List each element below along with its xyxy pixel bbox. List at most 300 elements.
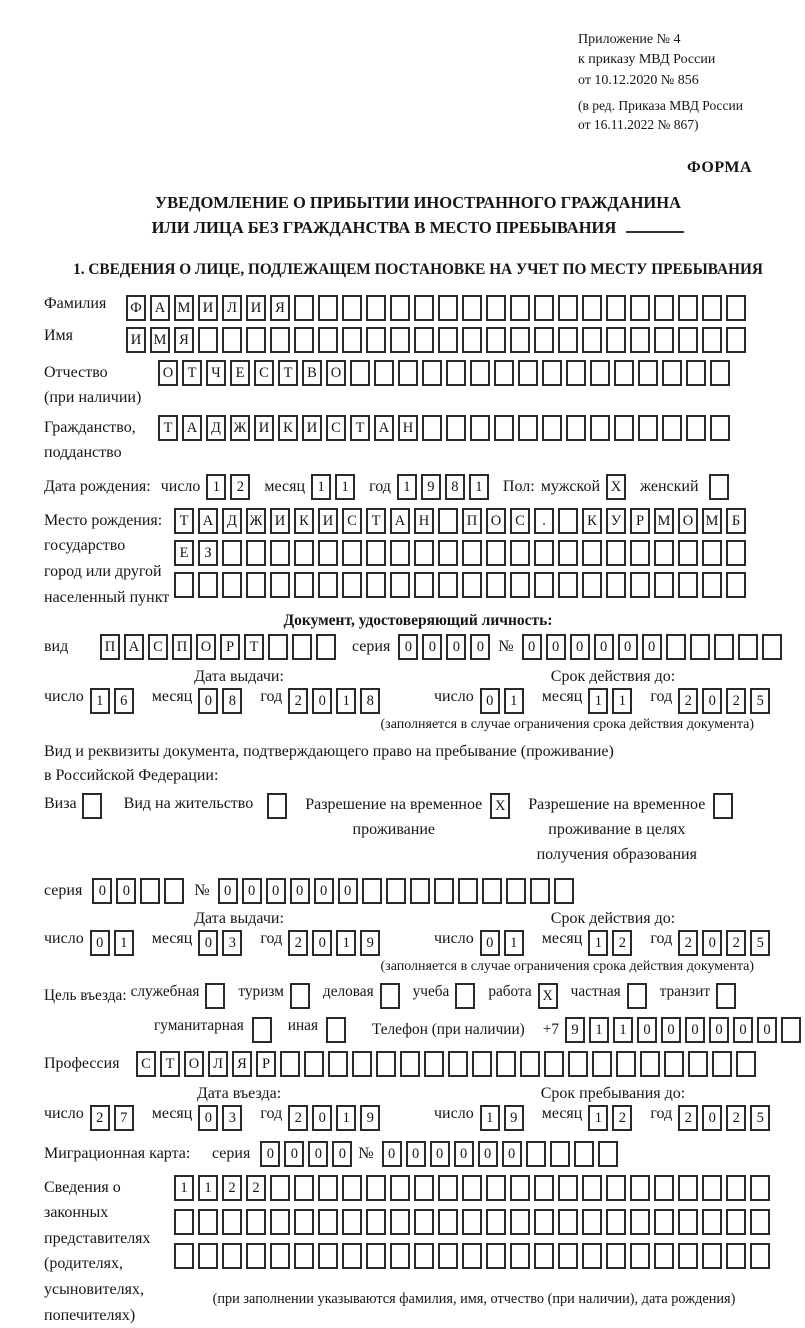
char-cell xyxy=(390,1175,410,1201)
month-label: месяц xyxy=(541,688,583,706)
char-cell xyxy=(762,634,782,660)
surname-cells[interactable] xyxy=(126,295,750,321)
char-cell xyxy=(294,540,314,566)
char-cell: П xyxy=(172,634,192,660)
char-cell: 0 xyxy=(642,634,662,660)
purpose-option xyxy=(288,1017,350,1043)
purpose-option xyxy=(323,983,404,1009)
day-label: число xyxy=(160,477,201,495)
residence-issue-heading: Дата выдачи: xyxy=(194,909,284,927)
char-cell xyxy=(630,540,650,566)
char-cell xyxy=(342,327,362,353)
char-cell xyxy=(482,878,502,904)
profession-cells[interactable] xyxy=(136,1051,760,1077)
char-cell: Я xyxy=(232,1051,252,1077)
char-cell xyxy=(362,878,382,904)
identity-series-cells[interactable] xyxy=(398,634,494,660)
purpose-humanitarian-checkbox[interactable] xyxy=(252,1017,276,1034)
year-label: год xyxy=(369,477,391,495)
citizenship-label xyxy=(44,415,158,466)
residence-issue-year[interactable] xyxy=(288,930,384,951)
representatives-label-line: представителях xyxy=(44,1229,151,1247)
char-cell: 9 xyxy=(421,474,441,500)
char-cell xyxy=(414,540,434,566)
migration-series-cells[interactable] xyxy=(260,1141,356,1167)
identity-issue-heading: Дата выдачи: xyxy=(194,668,284,686)
representatives-row-2[interactable] xyxy=(174,1209,774,1235)
char-cell: X xyxy=(538,983,558,1009)
char-cell: 0 xyxy=(422,634,442,660)
char-cell: 0 xyxy=(522,634,542,660)
entry-month[interactable] xyxy=(198,1105,246,1126)
char-cell xyxy=(638,360,658,386)
char-cell xyxy=(566,415,586,441)
char-cell xyxy=(726,1175,746,1201)
char-cell: 0 xyxy=(618,634,638,660)
char-cell xyxy=(614,360,634,386)
birth-place-row-1[interactable] xyxy=(174,508,750,534)
char-cell xyxy=(582,540,602,566)
char-cell xyxy=(494,415,514,441)
appendix-note xyxy=(578,30,792,135)
temp-permit-checkbox[interactable] xyxy=(490,793,514,819)
purpose-option-label: гуманитарная xyxy=(154,1016,244,1034)
char-cell: 2 xyxy=(678,930,698,956)
char-cell xyxy=(294,1209,314,1235)
char-cell xyxy=(318,295,338,321)
char-cell xyxy=(518,360,538,386)
char-cell xyxy=(318,1175,338,1201)
identity-issue-year[interactable] xyxy=(288,688,384,710)
char-cell xyxy=(470,360,490,386)
given-name-cells[interactable] xyxy=(126,327,750,353)
char-cell: О xyxy=(184,1051,204,1077)
char-cell xyxy=(222,1209,242,1235)
birth-place-label xyxy=(44,508,174,610)
char-cell xyxy=(292,634,312,660)
birth-year-cells[interactable] xyxy=(397,474,493,500)
char-cell: 2 xyxy=(246,1175,266,1201)
char-cell: 0 xyxy=(314,878,334,904)
char-cell: 5 xyxy=(750,1105,770,1131)
char-cell xyxy=(267,793,287,819)
char-cell xyxy=(366,572,386,598)
char-cell xyxy=(455,983,475,1009)
char-cell xyxy=(198,1209,218,1235)
birth-place-label-line: государство xyxy=(44,537,126,555)
edition-line: от 16.11.2022 № 867) xyxy=(578,117,699,133)
purpose-option xyxy=(660,983,740,1009)
char-cell xyxy=(710,415,730,441)
char-cell xyxy=(709,474,729,500)
char-cell xyxy=(174,572,194,598)
char-cell: 1 xyxy=(336,930,356,956)
visa-checkbox[interactable] xyxy=(82,793,106,819)
day-label: число xyxy=(434,1104,474,1122)
patronymic-label-line: (при наличии) xyxy=(44,389,142,407)
representatives-note: (при заполнении указываются фамилия, имя, отчество (при наличии), дата рождения) xyxy=(212,1290,736,1307)
identity-issue-day[interactable] xyxy=(90,688,138,710)
char-cell: 2 xyxy=(726,1105,746,1131)
birth-place-label-line: населенный пункт xyxy=(44,588,170,606)
char-cell xyxy=(280,1051,300,1077)
char-cell xyxy=(290,983,310,1009)
migration-number-label: № xyxy=(358,1144,374,1162)
residence-permit-checkbox[interactable] xyxy=(267,793,291,819)
char-cell xyxy=(462,1243,482,1269)
char-cell xyxy=(710,360,730,386)
char-cell: О xyxy=(158,360,178,386)
temp-permit-label-line: Разрешение на временное xyxy=(305,796,483,814)
char-cell xyxy=(398,360,418,386)
char-cell: 0 xyxy=(266,878,286,904)
char-cell xyxy=(566,360,586,386)
sex-male-checkbox[interactable] xyxy=(606,474,630,500)
char-cell xyxy=(542,360,562,386)
char-cell: Т xyxy=(244,634,264,660)
edu-permit-label-line: проживание в целях xyxy=(548,821,686,839)
char-cell xyxy=(446,415,466,441)
char-cell: 1 xyxy=(588,930,608,956)
char-cell xyxy=(438,295,458,321)
char-cell xyxy=(654,295,674,321)
char-cell: 2 xyxy=(288,1105,308,1131)
char-cell xyxy=(82,793,102,819)
title-blank-line xyxy=(626,217,684,233)
char-cell: 3 xyxy=(222,930,242,956)
char-cell: 2 xyxy=(90,1105,110,1131)
char-cell xyxy=(270,1175,290,1201)
residence-doc-intro-2: в Российской Федерации: xyxy=(44,767,219,785)
citizenship-cells[interactable] xyxy=(158,415,734,441)
char-cell: О xyxy=(486,508,506,534)
char-cell: Т xyxy=(182,360,202,386)
char-cell: Б xyxy=(726,508,746,534)
sex-female-checkbox[interactable] xyxy=(709,474,733,500)
char-cell xyxy=(582,295,602,321)
residence-expiry-year[interactable] xyxy=(678,930,774,951)
char-cell xyxy=(716,983,736,1009)
edition-line: (в ред. Приказа МВД России xyxy=(578,97,743,113)
char-cell xyxy=(582,1175,602,1201)
char-cell xyxy=(598,1141,618,1167)
identity-expiry-day[interactable] xyxy=(480,688,528,710)
char-cell: Т xyxy=(366,508,386,534)
residence-issue-day[interactable] xyxy=(90,930,138,951)
char-cell xyxy=(662,415,682,441)
char-cell: 0 xyxy=(637,1017,657,1043)
stay-day[interactable] xyxy=(480,1105,528,1126)
char-cell: С xyxy=(254,360,274,386)
purpose-official-checkbox[interactable] xyxy=(205,983,229,1000)
char-cell xyxy=(702,1243,722,1269)
birth-place-row-3[interactable] xyxy=(174,572,750,598)
entry-date-heading: Дата въезда: xyxy=(196,1084,282,1102)
birth-month-cells[interactable] xyxy=(311,474,359,500)
char-cell: Я xyxy=(270,295,290,321)
birth-date-label: Дата рождения: xyxy=(44,477,151,495)
representatives-row-1[interactable] xyxy=(174,1175,774,1201)
char-cell: 0 xyxy=(198,930,218,956)
edu-permit-checkbox[interactable] xyxy=(713,793,737,819)
patronymic-cells[interactable] xyxy=(158,360,734,386)
purpose-private-checkbox[interactable] xyxy=(627,983,651,1000)
stay-year[interactable] xyxy=(678,1105,774,1126)
identity-expiry-year[interactable] xyxy=(678,688,774,710)
char-cell: С xyxy=(326,415,346,441)
char-cell xyxy=(654,1209,674,1235)
char-cell xyxy=(472,1051,492,1077)
char-cell: 9 xyxy=(565,1017,585,1043)
char-cell xyxy=(328,1051,348,1077)
char-cell xyxy=(352,1051,372,1077)
representatives-label-line: усыновителях, xyxy=(44,1281,144,1299)
residence-expiry-month[interactable] xyxy=(588,930,636,951)
char-cell xyxy=(486,1243,506,1269)
char-cell: А xyxy=(390,508,410,534)
char-cell xyxy=(366,295,386,321)
char-cell xyxy=(726,540,746,566)
residence-series-cells[interactable] xyxy=(92,878,188,904)
char-cell: 1 xyxy=(90,688,110,714)
char-cell xyxy=(534,540,554,566)
purpose-option-label: транзит xyxy=(659,982,711,1000)
char-cell: И xyxy=(198,295,218,321)
sex-label: Пол: xyxy=(502,477,535,495)
citizenship-label-line: Гражданство, xyxy=(44,418,136,436)
char-cell: С xyxy=(342,508,362,534)
char-cell: И xyxy=(270,508,290,534)
purpose-option xyxy=(571,983,651,1009)
char-cell xyxy=(222,572,242,598)
char-cell: 0 xyxy=(570,634,590,660)
char-cell xyxy=(390,1209,410,1235)
purpose-option-label: частная xyxy=(570,982,621,1000)
char-cell xyxy=(494,360,514,386)
purpose-business-checkbox[interactable] xyxy=(380,983,404,1000)
char-cell: А xyxy=(182,415,202,441)
char-cell xyxy=(294,1175,314,1201)
char-cell xyxy=(390,572,410,598)
char-cell xyxy=(506,878,526,904)
char-cell xyxy=(462,572,482,598)
char-cell: О xyxy=(326,360,346,386)
identity-number-cells[interactable] xyxy=(522,634,786,660)
char-cell xyxy=(590,360,610,386)
char-cell: X xyxy=(606,474,626,500)
month-label: месяц xyxy=(264,477,306,495)
char-cell xyxy=(520,1051,540,1077)
char-cell: 0 xyxy=(470,634,490,660)
char-cell: 1 xyxy=(336,1105,356,1131)
char-cell: С xyxy=(148,634,168,660)
char-cell xyxy=(630,327,650,353)
char-cell: С xyxy=(136,1051,156,1077)
char-cell xyxy=(414,1243,434,1269)
char-cell xyxy=(268,634,288,660)
char-cell: 2 xyxy=(288,688,308,714)
char-cell xyxy=(366,327,386,353)
entry-day[interactable] xyxy=(90,1105,138,1126)
sex-male-label: мужской xyxy=(540,477,601,495)
phone-cells[interactable] xyxy=(565,1017,805,1043)
char-cell xyxy=(246,1209,266,1235)
char-cell: М xyxy=(654,508,674,534)
char-cell xyxy=(534,1175,554,1201)
representatives-row-3[interactable] xyxy=(174,1243,774,1269)
char-cell: О xyxy=(196,634,216,660)
page-title xyxy=(44,191,792,241)
char-cell xyxy=(246,327,266,353)
residence-expiry-day[interactable] xyxy=(480,930,528,951)
char-cell: 1 xyxy=(469,474,489,500)
char-cell xyxy=(678,1209,698,1235)
char-cell xyxy=(496,1051,516,1077)
char-cell: 0 xyxy=(446,634,466,660)
char-cell: X xyxy=(490,793,510,819)
char-cell xyxy=(558,1243,578,1269)
char-cell xyxy=(534,327,554,353)
char-cell xyxy=(174,1243,194,1269)
char-cell: 0 xyxy=(398,634,418,660)
birth-day-cells[interactable] xyxy=(206,474,254,500)
char-cell: Р xyxy=(256,1051,276,1077)
char-cell: Т xyxy=(278,360,298,386)
char-cell xyxy=(550,1141,570,1167)
char-cell: Ж xyxy=(246,508,266,534)
month-label: месяц xyxy=(151,688,193,706)
char-cell xyxy=(518,415,538,441)
char-cell xyxy=(438,572,458,598)
char-cell xyxy=(486,572,506,598)
purpose-tourism-checkbox[interactable] xyxy=(290,983,314,1000)
char-cell xyxy=(486,540,506,566)
residence-issue-month[interactable] xyxy=(198,930,246,951)
identity-issue-month[interactable] xyxy=(198,688,246,710)
char-cell: 0 xyxy=(406,1141,426,1167)
char-cell xyxy=(205,983,225,1009)
purpose-transit-checkbox[interactable] xyxy=(716,983,740,1000)
char-cell xyxy=(414,327,434,353)
purpose-work-checkbox[interactable] xyxy=(538,983,562,1004)
representatives-label-line: попечителях) xyxy=(44,1306,136,1324)
identity-kind-cells[interactable] xyxy=(100,634,340,660)
profession-label: Профессия xyxy=(44,1054,120,1072)
char-cell xyxy=(726,1209,746,1235)
sex-female-label: женский xyxy=(640,477,699,495)
char-cell xyxy=(294,295,314,321)
char-cell xyxy=(750,1243,770,1269)
migration-number-cells[interactable] xyxy=(382,1141,622,1167)
char-cell xyxy=(458,878,478,904)
char-cell: С xyxy=(510,508,530,534)
purpose-option-label: служебная xyxy=(130,982,200,1000)
char-cell: 0 xyxy=(733,1017,753,1043)
char-cell xyxy=(688,1051,708,1077)
stay-until-heading: Срок пребывания до: xyxy=(540,1084,686,1102)
identity-expiry-month[interactable] xyxy=(588,688,636,710)
char-cell xyxy=(316,634,336,660)
birth-place-row-2[interactable] xyxy=(174,540,750,566)
char-cell: 2 xyxy=(726,930,746,956)
purpose-study-checkbox[interactable] xyxy=(455,983,479,1000)
char-cell xyxy=(574,1141,594,1167)
char-cell: К xyxy=(582,508,602,534)
char-cell xyxy=(738,634,758,660)
char-cell xyxy=(606,1209,626,1235)
char-cell xyxy=(582,1243,602,1269)
char-cell: 0 xyxy=(312,688,332,714)
citizenship-label-line: подданство xyxy=(44,444,122,462)
char-cell: Ч xyxy=(206,360,226,386)
char-cell xyxy=(422,415,442,441)
char-cell: 1 xyxy=(612,688,632,714)
char-cell xyxy=(630,1175,650,1201)
char-cell: 0 xyxy=(702,1105,722,1131)
char-cell: 7 xyxy=(114,1105,134,1131)
purpose-option-label: работа xyxy=(488,982,532,1000)
char-cell xyxy=(198,1243,218,1269)
char-cell: А xyxy=(374,415,394,441)
char-cell xyxy=(678,1243,698,1269)
char-cell xyxy=(318,327,338,353)
char-cell xyxy=(366,1209,386,1235)
char-cell xyxy=(414,1175,434,1201)
char-cell xyxy=(590,415,610,441)
purpose-option-label: деловая xyxy=(322,982,374,1000)
char-cell xyxy=(702,1209,722,1235)
char-cell xyxy=(386,878,406,904)
temp-permit-label-line: проживание xyxy=(352,821,435,839)
char-cell xyxy=(486,295,506,321)
char-cell xyxy=(438,327,458,353)
char-cell xyxy=(654,1243,674,1269)
char-cell xyxy=(294,327,314,353)
purpose-other-checkbox[interactable] xyxy=(326,1017,350,1034)
char-cell xyxy=(400,1051,420,1077)
char-cell xyxy=(390,327,410,353)
month-label: месяц xyxy=(541,1104,583,1122)
char-cell: 2 xyxy=(612,1105,632,1131)
stay-month[interactable] xyxy=(588,1105,636,1126)
char-cell xyxy=(534,572,554,598)
char-cell: 0 xyxy=(480,930,500,956)
char-cell xyxy=(462,1175,482,1201)
char-cell xyxy=(222,327,242,353)
char-cell: Ж xyxy=(230,415,250,441)
char-cell: А xyxy=(124,634,144,660)
char-cell: А xyxy=(150,295,170,321)
char-cell xyxy=(294,1243,314,1269)
char-cell xyxy=(198,572,218,598)
char-cell: Т xyxy=(350,415,370,441)
char-cell: 5 xyxy=(750,930,770,956)
char-cell: 1 xyxy=(588,688,608,714)
char-cell xyxy=(366,540,386,566)
char-cell: 0 xyxy=(198,1105,218,1131)
char-cell: П xyxy=(462,508,482,534)
char-cell xyxy=(390,295,410,321)
representatives-label-line: законных xyxy=(44,1204,109,1222)
char-cell xyxy=(410,878,430,904)
identity-number-label: № xyxy=(498,638,514,656)
entry-year[interactable] xyxy=(288,1105,384,1126)
char-cell xyxy=(582,1209,602,1235)
residence-number-cells[interactable] xyxy=(218,878,578,904)
char-cell: 1 xyxy=(613,1017,633,1043)
char-cell xyxy=(342,1175,362,1201)
appendix-line: Приложение № 4 xyxy=(578,32,681,47)
